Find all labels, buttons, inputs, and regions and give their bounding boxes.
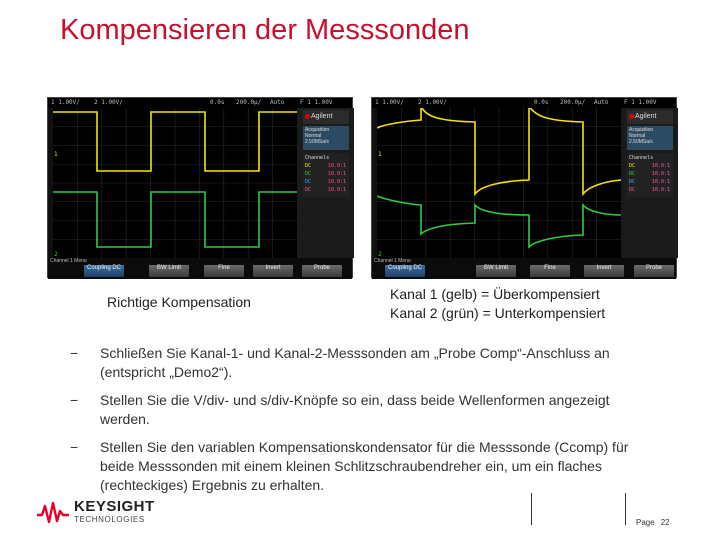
chan1-coupling: DC <box>629 163 636 169</box>
bullet-text: Stellen Sie den variablen Kompensationskondensator für die Messsonde (Ccomp) für beide Messsonden mit einem kleinen Schlitzschraubendreher ein, um ein flaches (rechteckiges) Ergebnis zu erhalten. <box>100 439 629 493</box>
chan-probe-ratios <box>652 154 670 194</box>
softkey-bar <box>48 258 352 279</box>
acq-rate: 2.50MSa/s <box>305 139 329 145</box>
chan2-coupling: DC <box>305 171 312 177</box>
acq-title: Acquisition <box>305 127 330 133</box>
chan1-ratio: 10.0:1 <box>651 163 670 169</box>
scope-side-panel <box>297 108 354 258</box>
invert-softkey[interactable]: Invert <box>253 265 293 277</box>
coupling-softkey[interactable]: Coupling DC <box>84 265 124 277</box>
caption-ch2: Kanal 2 (grün) = Unterkompensiert <box>390 305 606 321</box>
ch1-scale: 1 1.00V/ <box>375 99 404 106</box>
channels-title: Channels <box>305 155 330 161</box>
footer-divider-2 <box>625 493 626 525</box>
channels-title: Channels <box>629 155 654 161</box>
footer-divider-1 <box>531 493 532 525</box>
ch2-scale: 2 1.00V/ <box>418 99 447 106</box>
bullet-marker: − <box>70 392 79 408</box>
logo-sub: TECHNOLOGIES <box>74 515 145 524</box>
fine-softkey[interactable]: Fine <box>530 265 570 277</box>
chan3-coupling: DC <box>305 179 312 185</box>
chan2-ratio: 10.0:1 <box>327 171 346 177</box>
list-item <box>70 344 630 382</box>
acquisition-box <box>303 126 349 150</box>
chan4-coupling: DC <box>629 187 636 193</box>
time-div: 200.0µ/ <box>236 99 262 106</box>
probe-softkey[interactable]: Probe <box>634 265 674 277</box>
agilent-logo: Agilent <box>303 110 349 124</box>
logo-brand: KEYSIGHT <box>74 498 155 515</box>
scope-status-bar <box>372 98 676 108</box>
chan1-ratio: 10.0:1 <box>327 163 346 169</box>
invert-softkey[interactable]: Invert <box>584 265 624 277</box>
chan2-ratio: 10.0:1 <box>651 171 670 177</box>
chan2-coupling: DC <box>629 171 636 177</box>
svg-text:2: 2 <box>378 251 382 258</box>
keysight-logo <box>36 497 166 531</box>
bullet-marker: − <box>70 345 79 361</box>
channels-box <box>303 153 349 197</box>
bw-limit-softkey[interactable]: BW Limit <box>476 265 516 277</box>
scope-side-panel <box>621 108 678 258</box>
acq-rate: 2.50MSa/s <box>629 139 653 145</box>
trigger-level: F 1 1.00V <box>624 99 657 106</box>
fine-softkey[interactable]: Fine <box>204 265 244 277</box>
bullet-text: Schließen Sie Kanal-1- und Kanal-2-Messsonden am „Probe Comp“-Anschluss an (entspricht „Demo2“). <box>100 345 610 380</box>
bw-limit-softkey[interactable]: BW Limit <box>149 265 189 277</box>
trigger-level: F 1 1.00V <box>300 99 333 106</box>
menu-name: Channel 1 Menu <box>374 258 411 264</box>
scope-status-bar <box>48 98 352 108</box>
page-number <box>636 518 670 527</box>
caption-miscompensated <box>390 285 605 323</box>
svg-text:1: 1 <box>378 151 382 158</box>
list-item <box>70 438 630 495</box>
ch1-scale: 1 1.00V/ <box>51 99 80 106</box>
menu-name: Channel 1 Menu <box>50 258 87 264</box>
chan4-coupling: DC <box>305 187 312 193</box>
page-number-value: 22 <box>660 518 670 527</box>
probe-softkey[interactable]: Probe <box>302 265 342 277</box>
waveform-display <box>53 108 297 258</box>
time-offset: 0.0s <box>534 99 549 106</box>
caption-correct: Richtige Kompensation <box>107 294 251 310</box>
trigger-mode: Auto <box>270 99 285 106</box>
bullet-marker: − <box>70 439 79 455</box>
list-item <box>70 391 630 429</box>
bullet-text: Stellen Sie die V/div- und s/div-Knöpfe so ein, dass beide Wellenformen angezeigt werden. <box>100 392 610 427</box>
chan4-ratio: 10.0:1 <box>651 187 670 193</box>
page-label: Page <box>636 518 655 527</box>
svg-text:1: 1 <box>54 151 58 158</box>
svg-text:2: 2 <box>54 251 58 258</box>
chan3-ratio: 10.0:1 <box>651 179 670 185</box>
time-offset: 0.0s <box>210 99 225 106</box>
chan-probe-ratios <box>328 154 346 194</box>
agilent-logo: Agilent <box>627 110 673 124</box>
chan3-coupling: DC <box>629 179 636 185</box>
scope-screenshot-correct <box>47 97 353 278</box>
chan4-ratio: 10.0:1 <box>327 187 346 193</box>
channels-box <box>627 153 673 197</box>
waveform-display <box>377 108 621 258</box>
slide-title: Kompensieren der Messsonden <box>60 14 470 46</box>
coupling-softkey[interactable]: Coupling DC <box>385 265 425 277</box>
keysight-wave-icon <box>36 501 70 525</box>
time-div: 200.0µ/ <box>560 99 586 106</box>
chan1-coupling: DC <box>305 163 312 169</box>
trigger-mode: Auto <box>594 99 609 106</box>
instruction-list <box>70 344 630 504</box>
acq-title: Acquisition <box>629 127 654 133</box>
acq-mode: Normal <box>629 133 646 139</box>
scope-screenshot-miscompensated <box>371 97 677 278</box>
acq-mode: Normal <box>305 133 322 139</box>
chan3-ratio: 10.0:1 <box>327 179 346 185</box>
caption-ch1: Kanal 1 (gelb) = Überkompensiert <box>390 286 600 302</box>
softkey-bar <box>372 258 676 279</box>
acquisition-box <box>627 126 673 150</box>
ch2-scale: 2 1.00V/ <box>94 99 123 106</box>
